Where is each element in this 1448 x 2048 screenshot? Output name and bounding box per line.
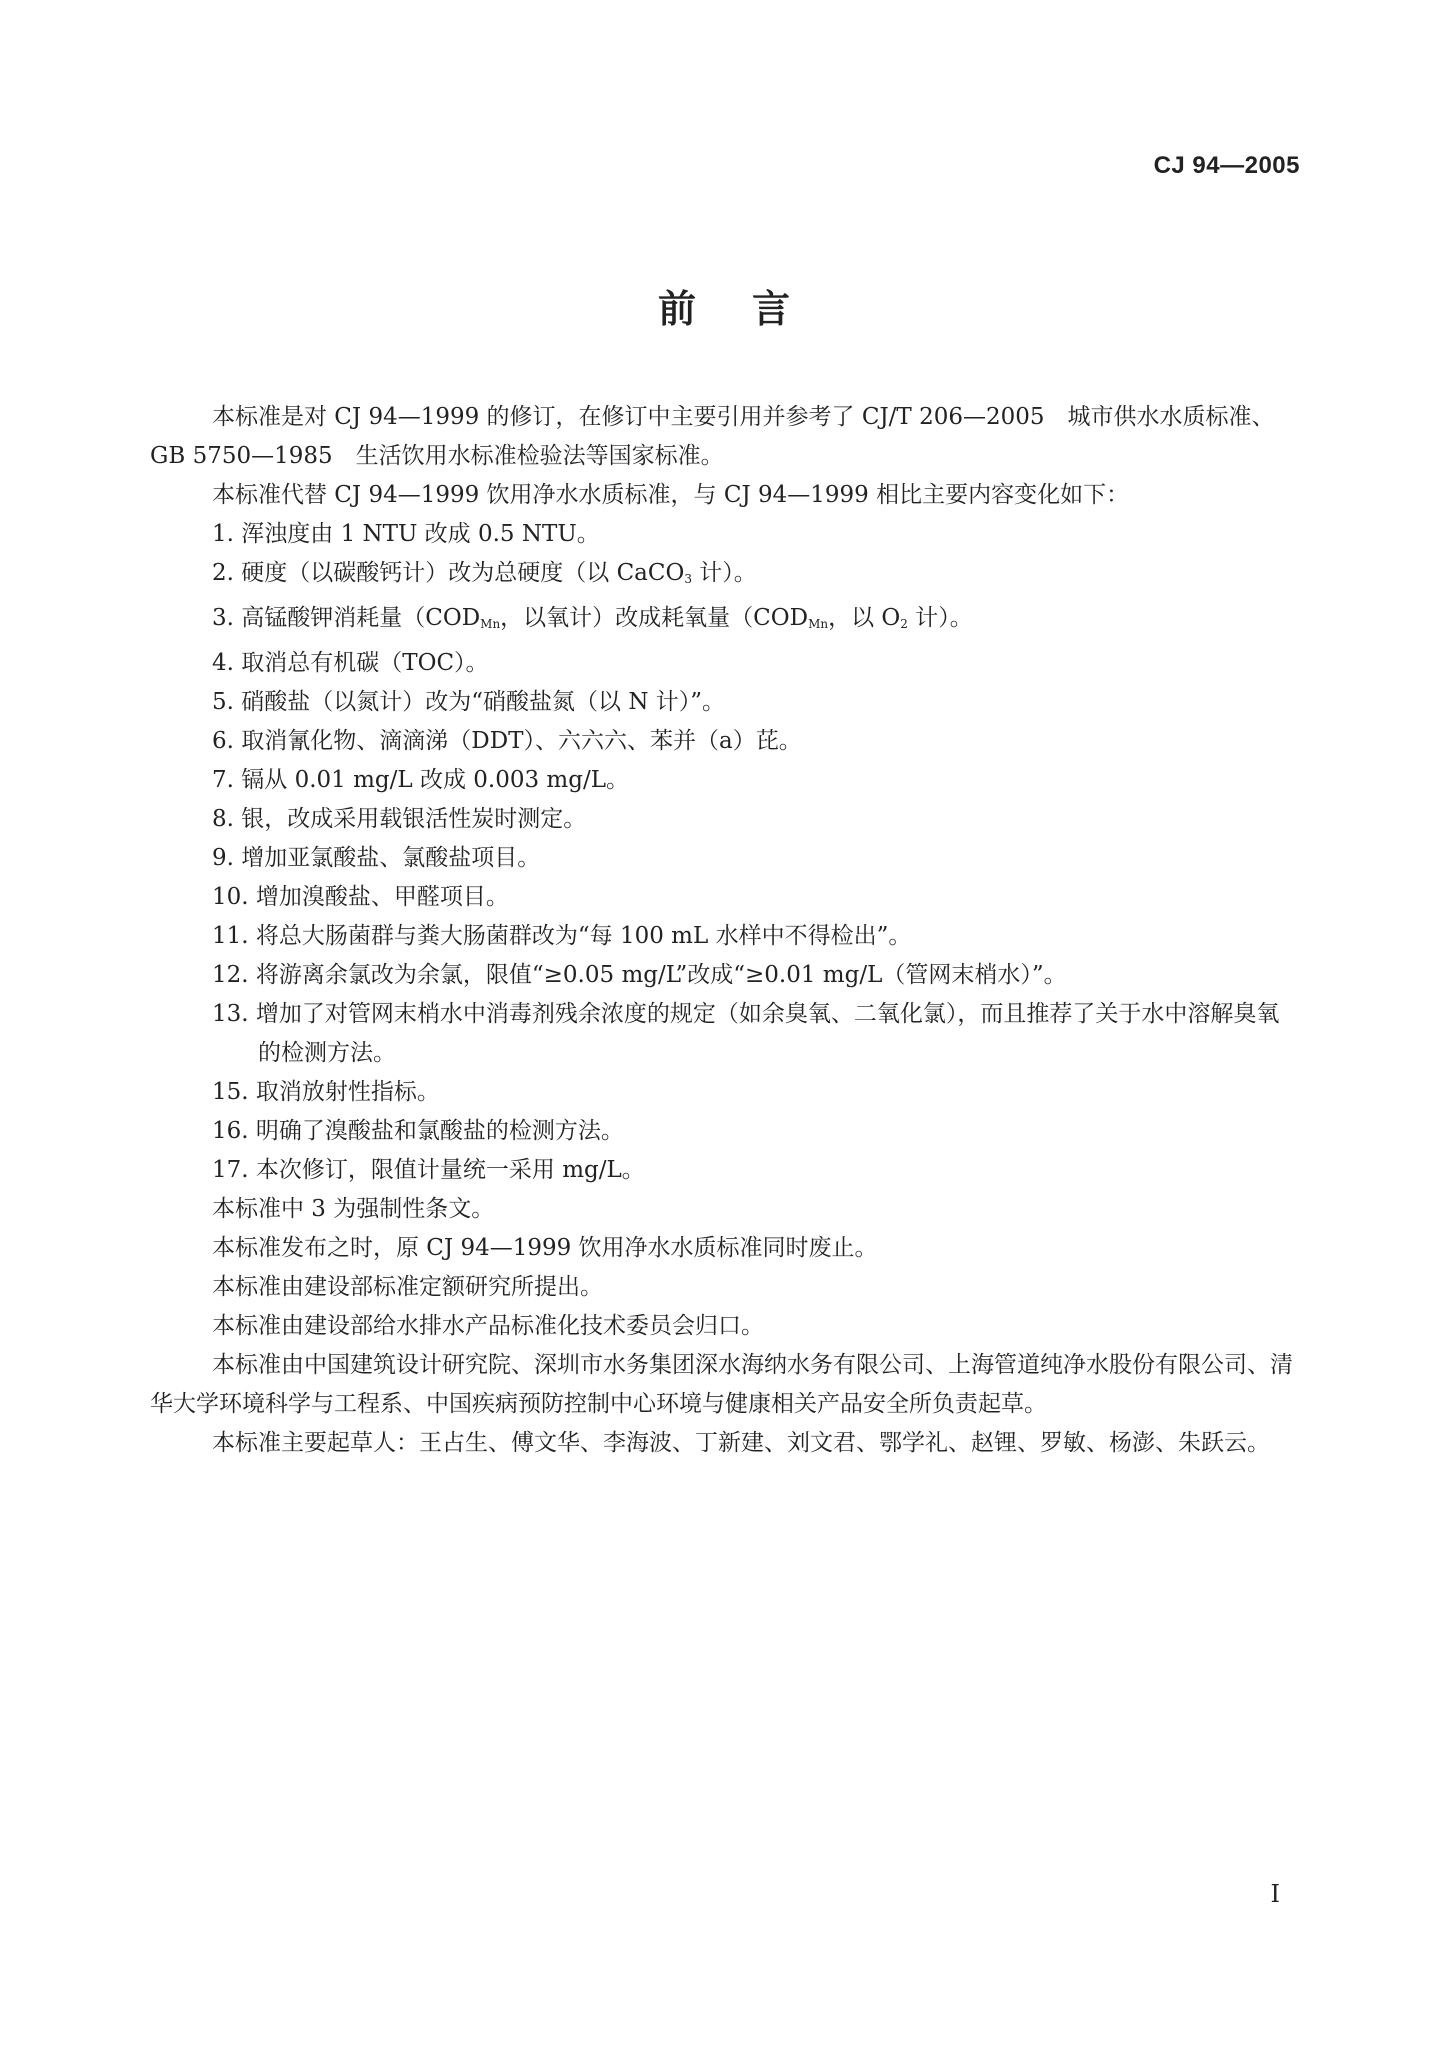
closing-paragraph-3: 本标准由建设部标准定额研究所提出。 bbox=[212, 1274, 603, 1300]
list-item-3-text-c: ，以 O bbox=[828, 605, 901, 631]
page-number: I bbox=[1270, 1880, 1280, 1908]
list-item-2-text-b: 计）。 bbox=[691, 560, 757, 586]
list-item-3 bbox=[150, 599, 1300, 644]
list-item-3-text-d: 计）。 bbox=[907, 605, 973, 631]
list-item-10: 10. 增加溴酸盐、甲醛项目。 bbox=[212, 884, 509, 910]
subscript: Mn bbox=[808, 617, 829, 631]
list-item-4: 4. 取消总有机碳（TOC）。 bbox=[212, 650, 489, 676]
list-item-9: 9. 增加亚氯酸盐、氯酸盐项目。 bbox=[212, 845, 541, 871]
list-item-3-text-a: 3. 高锰酸钾消耗量（COD bbox=[212, 605, 481, 631]
list-item-8: 8. 银，改成采用载银活性炭时测定。 bbox=[212, 806, 587, 832]
page-title: 前言 bbox=[657, 287, 846, 331]
list-item-6: 6. 取消氰化物、滴滴涕（DDT）、六六六、苯并（a）芘。 bbox=[212, 728, 802, 754]
list-item-1: 1. 浑浊度由 1 NTU 改成 0.5 NTU。 bbox=[212, 521, 600, 547]
subscript: 2 bbox=[900, 617, 908, 631]
list-item-2 bbox=[150, 554, 1300, 599]
list-item-2-text-a: 2. 硬度（以碳酸钙计）改为总硬度（以 CaCO bbox=[212, 560, 685, 586]
list-item-13: 13. 增加了对管网末梢水中消毒剂残余浓度的规定（如余臭氧、二氧化氯），而且推荐了关于水中溶解臭氧的检测方法。 bbox=[212, 1001, 1280, 1066]
list-item-7: 7. 镉从 0.01 mg/L 改成 0.003 mg/L。 bbox=[212, 767, 629, 793]
list-item-17: 17. 本次修订，限值计量统一采用 mg/L。 bbox=[212, 1157, 645, 1183]
subscript: Mn bbox=[480, 617, 501, 631]
list-item-15: 15. 取消放射性指标。 bbox=[212, 1079, 440, 1105]
closing-paragraph-4: 本标准由建设部给水排水产品标准化技术委员会归口。 bbox=[212, 1313, 764, 1339]
standard-code: CJ 94—2005 bbox=[1153, 152, 1300, 179]
list-item-11: 11. 将总大肠菌群与粪大肠菌群改为“每 100 mL 水样中不得检出”。 bbox=[212, 923, 912, 949]
closing-paragraph-6: 本标准主要起草人：王占生、傅文华、李海波、丁新建、刘文君、鄂学礼、赵锂、罗敏、杨澎、朱跃云。 bbox=[212, 1430, 1270, 1456]
subscript: 3 bbox=[684, 572, 692, 586]
foreword-body bbox=[150, 398, 1300, 1463]
closing-paragraph-5: 本标准由中国建筑设计研究院、深圳市水务集团深水海纳水务有限公司、上海管道纯净水股份有限公司、清华大学环境科学与工程系、中国疾病预防控制中心环境与健康相关产品安全所负责起草。 bbox=[150, 1352, 1293, 1417]
list-item-5: 5. 硝酸盐（以氮计）改为“硝酸盐氮（以 N 计）”。 bbox=[212, 689, 726, 715]
list-item-16: 16. 明确了溴酸盐和氯酸盐的检测方法。 bbox=[212, 1118, 624, 1144]
list-item-12: 12. 将游离余氯改为余氯，限值“≥0.05 mg/L”改成“≥0.01 mg/L（管网末梢水）”。 bbox=[212, 962, 1067, 988]
intro-paragraph-1: 本标准是对 CJ 94—1999 的修订，在修订中主要引用并参考了 CJ/T 206—2005 城市供水水质标准、GB 5750—1985 生活饮用水标准检验法等国家标准。 bbox=[150, 404, 1275, 469]
closing-paragraph-2: 本标准发布之时，原 CJ 94—1999 饮用净水水质标准同时废止。 bbox=[212, 1235, 878, 1261]
intro-paragraph-2: 本标准代替 CJ 94—1999 饮用净水水质标准，与 CJ 94—1999 相比主要内容变化如下： bbox=[212, 482, 1130, 508]
closing-paragraph-1: 本标准中 3 为强制性条文。 bbox=[212, 1196, 495, 1222]
list-item-3-text-b: ，以氧计）改成耗氧量（COD bbox=[500, 605, 809, 631]
